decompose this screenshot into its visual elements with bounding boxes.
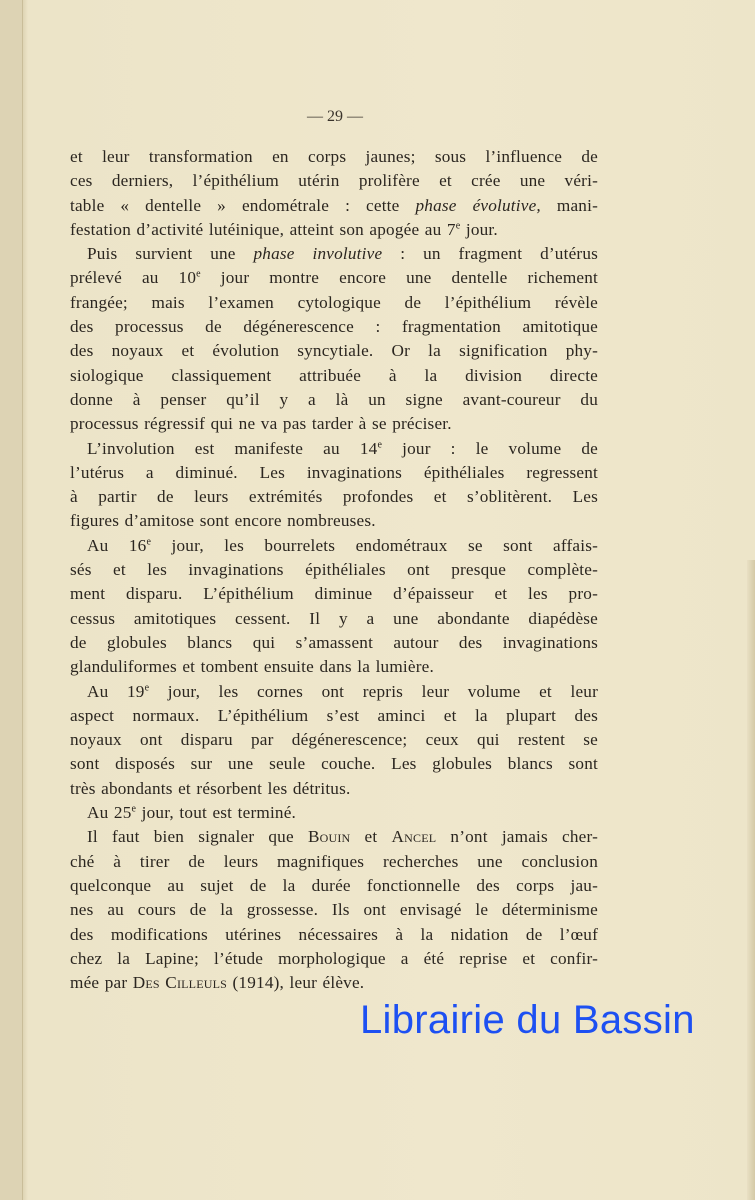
text-segment: jour montre encore une dentelle richement xyxy=(200,268,598,288)
previous-page-edge xyxy=(0,0,23,1200)
text-line xyxy=(70,242,598,266)
emphasis-text: phase évolutive, xyxy=(415,195,541,215)
text-line xyxy=(70,655,598,679)
body-text xyxy=(70,145,598,995)
text-segment: mani- xyxy=(540,195,598,215)
text-line xyxy=(70,534,598,558)
text-segment: prélevé au 10 xyxy=(70,268,197,288)
text-segment: figures d’amitose sont encore nombreuses. xyxy=(70,511,376,531)
text-segment: L’involution est manifeste au 14 xyxy=(87,438,378,458)
text-line xyxy=(70,923,598,947)
text-segment: ché à tirer de leurs magnifiques recherches une conclusion xyxy=(70,851,598,871)
text-line xyxy=(70,315,598,339)
text-segment: nes au cours de la grossesse. Ils ont envisagé le déterminisme xyxy=(70,900,598,920)
text-line xyxy=(70,582,598,606)
text-line xyxy=(70,194,598,218)
text-segment: Au 19 xyxy=(87,681,145,701)
text-segment: donne à penser qu’il y a là un signe avant-coureur du xyxy=(70,389,598,409)
text-segment: e xyxy=(455,220,461,232)
text-segment: des noyaux et évolution syncytiale. Or la signification phy- xyxy=(70,341,598,361)
page-number: — 29 — xyxy=(307,108,363,125)
text-segment: glanduliformes et tombent ensuite dans la lumière. xyxy=(70,657,434,677)
text-line xyxy=(70,825,598,849)
text-line xyxy=(70,437,598,461)
text-line xyxy=(70,704,598,728)
text-line xyxy=(70,485,598,509)
text-segment: ment disparu. L’épithélium diminue d’épaisseur et les pro- xyxy=(70,584,598,604)
text-segment: Au 25 xyxy=(87,803,132,823)
text-segment: : un fragment d’utérus xyxy=(382,244,599,264)
text-segment: (1914), leur élève. xyxy=(227,973,365,993)
text-line xyxy=(70,388,598,412)
text-line xyxy=(70,947,598,971)
page-edge xyxy=(747,560,755,1200)
text-segment: processus régressif qui ne va pas tarder à se préciser. xyxy=(70,414,452,434)
text-segment: jour : le volume de xyxy=(382,438,598,458)
text-segment: n’ont jamais cher- xyxy=(436,827,598,847)
text-segment: des processus de dégénerescence : fragmentation amitotique xyxy=(70,317,598,337)
text-line xyxy=(70,680,598,704)
text-segment: jour, les cornes ont repris leur volume et leur xyxy=(149,681,598,701)
watermark: Librairie du Bassin xyxy=(360,998,695,1042)
text-line xyxy=(70,898,598,922)
text-line xyxy=(70,509,598,533)
text-line xyxy=(70,412,598,436)
text-segment: Au 16 xyxy=(87,535,147,555)
text-line xyxy=(70,266,598,290)
text-segment: table « dentelle » endométrale : cette xyxy=(70,195,416,215)
text-line xyxy=(70,777,598,801)
text-segment: cessus amitotiques cessent. Il y a une abondante diapédèse xyxy=(70,608,598,628)
text-line xyxy=(70,291,598,315)
text-line xyxy=(70,169,598,193)
text-segment: jour. xyxy=(460,219,498,239)
text-segment: et leur transformation en corps jaunes; sous l’influence de xyxy=(70,147,598,166)
author-name: Des Cilleuls xyxy=(132,973,228,993)
text-segment: noyaux ont disparu par dégénerescence; ceux qui restent se xyxy=(70,730,598,750)
text-segment: e xyxy=(146,536,152,548)
text-segment: de globules blancs qui s’amassent autour des invaginations xyxy=(70,632,598,652)
text-segment: et xyxy=(350,827,392,847)
text-segment: sés et les invaginations épithéliales ont presque complète- xyxy=(70,560,598,580)
text-segment: mée par xyxy=(70,973,133,993)
text-segment: à partir de leurs extrémités profondes et s’oblitèrent. Les xyxy=(70,487,598,507)
text-segment: jour, tout est terminé. xyxy=(136,803,297,823)
text-segment: siologique classiquement attribuée à la division directe xyxy=(70,365,598,385)
author-name: Ancel xyxy=(391,827,437,847)
text-segment: frangée; mais l’examen cytologique de l’épithélium révèle xyxy=(70,292,598,312)
text-segment: quelconque au sujet de la durée fonctionnelle des corps jau- xyxy=(70,875,598,895)
text-segment: aspect normaux. L’épithélium s’est aminci et la plupart des xyxy=(70,705,598,725)
text-line xyxy=(70,728,598,752)
text-segment: e xyxy=(144,681,150,693)
text-segment: chez la Lapine; l’étude morphologique a été reprise et confir- xyxy=(70,948,598,968)
text-segment: l’utérus a diminué. Les invaginations épithéliales regressent xyxy=(70,462,598,482)
text-line xyxy=(70,631,598,655)
text-segment: e xyxy=(131,803,137,815)
text-segment: festation d’activité lutéinique, atteint son apogée au 7 xyxy=(70,219,456,239)
text-line xyxy=(70,874,598,898)
text-segment: Il faut bien signaler que xyxy=(87,827,308,847)
text-line xyxy=(70,971,598,995)
text-line xyxy=(70,850,598,874)
text-line xyxy=(70,461,598,485)
text-line xyxy=(70,752,598,776)
text-segment: Puis survient une xyxy=(87,244,254,264)
text-segment: très abondants et résorbent les détritus. xyxy=(70,778,351,798)
text-line xyxy=(70,801,598,825)
text-line xyxy=(70,607,598,631)
emphasis-text: phase involutive xyxy=(253,244,383,264)
text-segment: e xyxy=(196,268,201,280)
text-segment: e xyxy=(377,438,383,450)
text-line xyxy=(70,218,598,242)
text-segment: des modifications utérines nécessaires à la nidation de l’œuf xyxy=(70,924,598,944)
text-segment: jour, les bourrelets endométraux se sont affais- xyxy=(151,535,599,555)
author-name: Bouin xyxy=(307,827,351,847)
text-line xyxy=(70,364,598,388)
text-segment: sont disposés sur une seule couche. Les globules blancs sont xyxy=(70,754,598,774)
text-line xyxy=(70,145,598,169)
text-line xyxy=(70,558,598,582)
text-segment: ces derniers, l’épithélium utérin prolifère et crée une véri- xyxy=(70,171,598,191)
text-line xyxy=(70,339,598,363)
